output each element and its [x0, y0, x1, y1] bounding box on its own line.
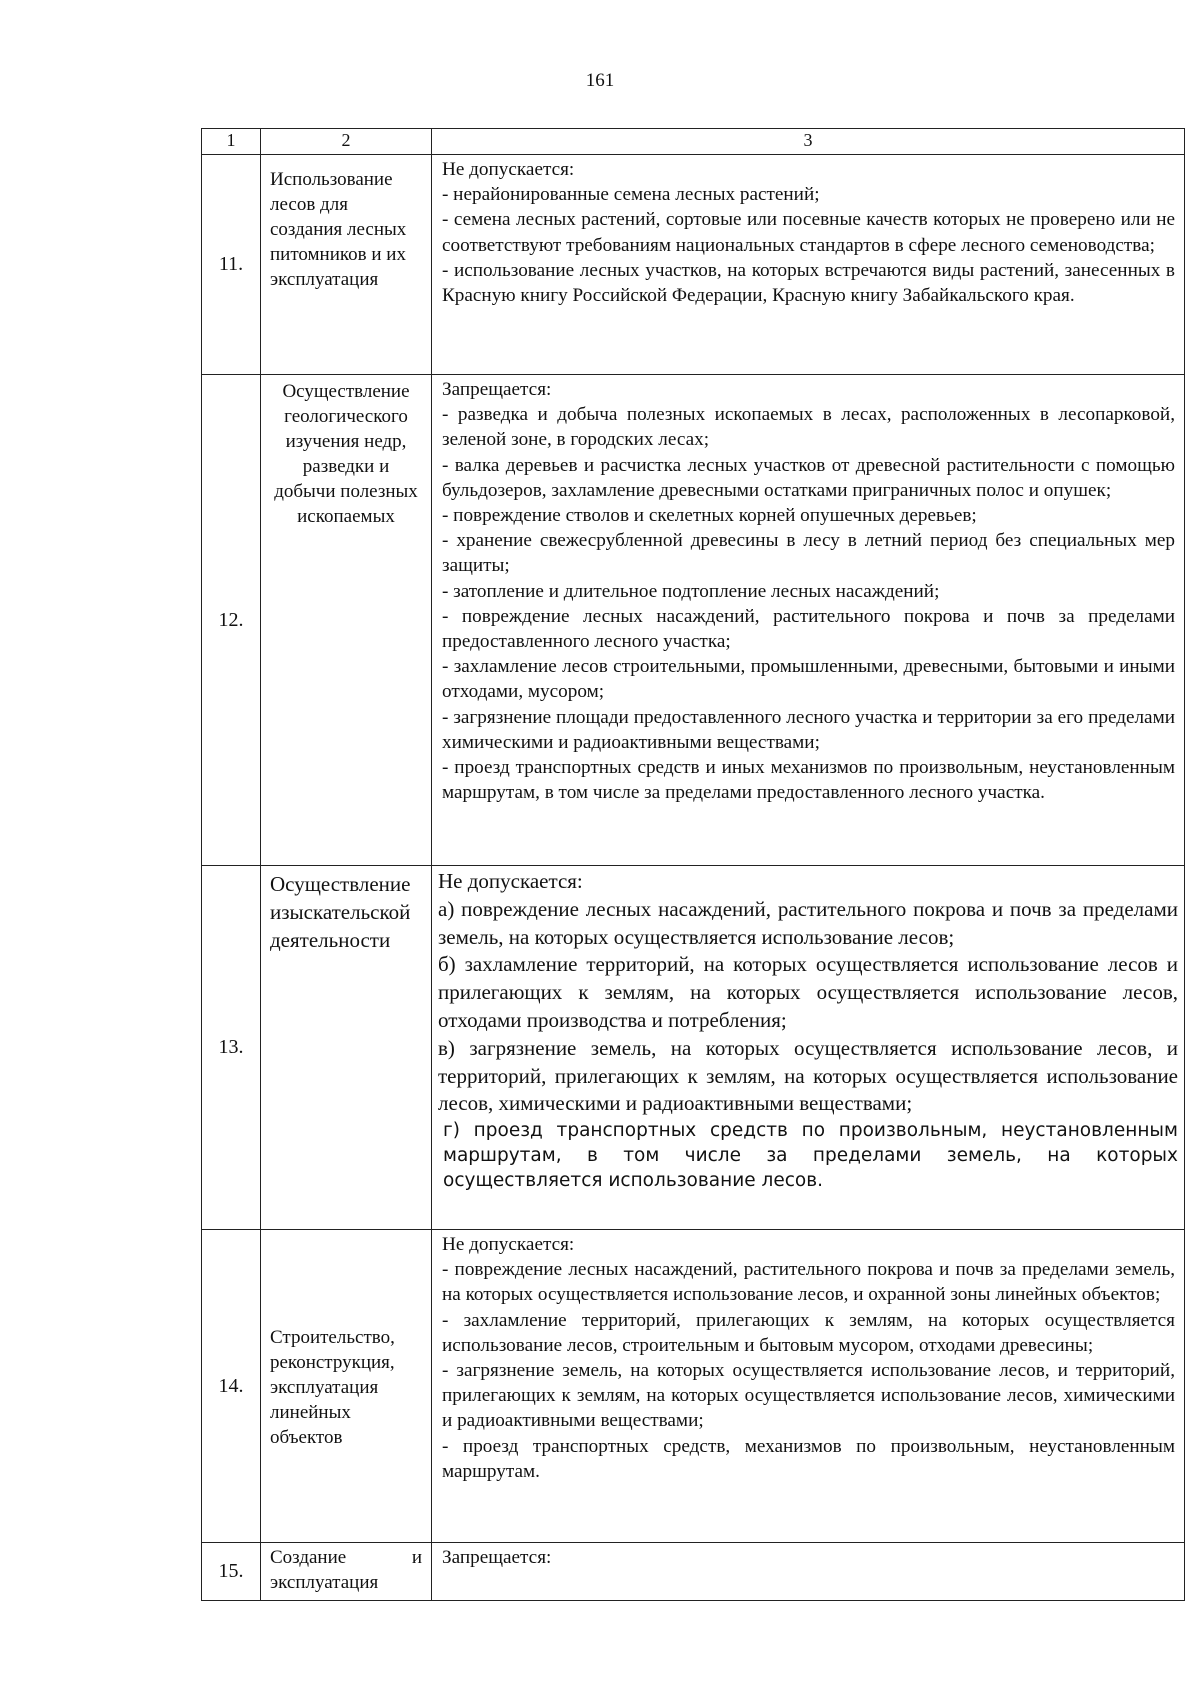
restrictions-text	[432, 375, 1185, 866]
regulations-table	[201, 128, 1185, 1601]
table-row	[202, 155, 1185, 375]
restriction-line: - захламление лесов строительными, промышленными, древесными, бытовыми и иными отходами, мусором;	[442, 656, 1175, 703]
restriction-line: Не допускается:	[442, 159, 575, 180]
header-col-3: 3	[432, 129, 1185, 155]
restrictions-text	[432, 155, 1185, 375]
restriction-line: - повреждение лесных насаждений, растительного покрова и почв за пределами земель, на которых осуществляется использование лесов, и охранной зоны линейных объектов;	[442, 1259, 1175, 1306]
restriction-line: - захламление территорий, прилегающих к землям, на которых осуществляется использование лесов, строительным и бытовым мусором, отходами древесины;	[442, 1309, 1175, 1356]
restriction-line: Запрещается:	[442, 379, 552, 400]
restriction-line: - семена лесных растений, сортовые или посевные качеств которых не проверено или не соответствуют требованиям национальных стандартов в сфере лесного семеноводства;	[442, 209, 1175, 256]
table-row	[202, 866, 1185, 1230]
restriction-line: б) захламление территорий, на которых осуществляется использование лесов и прилегающих к землям, на которых осуществляется использование лесов, отходами производства и потребления;	[438, 952, 1178, 1032]
restriction-line: - хранение свежесрубленной древесины в лесу в летний период без специальных мер защиты;	[442, 530, 1175, 577]
restriction-line: - повреждение лесных насаждений, растительного покрова и почв за пределами предоставленного лесного участка;	[442, 605, 1175, 653]
restriction-line: - нерайонированные семена лесных растений;	[442, 184, 820, 206]
restriction-line: Не допускается:	[442, 1234, 575, 1255]
activity-label: Осуществление геологического изучения недр, разведки и добычи полезных ископаемых	[261, 375, 432, 866]
activity-label: Строительство, реконструкция, эксплуатация линейных объектов	[261, 1230, 432, 1543]
restrictions-text	[432, 1230, 1185, 1543]
restriction-line: - валка деревьев и расчистка лесных участков от древесной растительности с помощью бульдозеров, захламление древесными остатками приграничных полос и опушек;	[442, 454, 1175, 501]
restriction-line: - загрязнение земель, на которых осуществляется использование лесов, и территорий, прилегающих к землям, на которых осуществляется использование лесов, химическими и радиоактивными веществами;	[442, 1360, 1175, 1432]
header-col-1: 1	[202, 129, 261, 155]
restriction-line: г) проезд транспортных средств по произвольным, неустановленным маршрутам, в том числе за пределами земель, на которых осуществляется использование лесов.	[443, 1120, 1178, 1192]
restriction-line: Запрещается:	[442, 1547, 552, 1568]
table-header-row	[202, 129, 1185, 155]
restriction-line: - разведка и добыча полезных ископаемых в лесах, расположенных в лесопарковой, зеленой зоне, в городских лесах;	[442, 404, 1175, 451]
activity-label: Использование лесов для создания лесных питомников и их эксплуатация	[261, 155, 432, 375]
restriction-line: - затопление и длительное подтопление лесных насаждений;	[442, 580, 940, 602]
row-number: 13.	[202, 866, 261, 1230]
table-row	[202, 1230, 1185, 1543]
restriction-line: - проезд транспортных средств и иных механизмов по произвольным, неустановленным маршрутам, в том числе за пределами предоставленного лесного участка.	[442, 757, 1175, 804]
page-number: 161	[585, 70, 615, 91]
restriction-line: Не допускается:	[438, 869, 583, 893]
restriction-line: - повреждение стволов и скелетных корней опушечных деревьев;	[442, 505, 977, 527]
restriction-line: а) повреждение лесных насаждений, растительного покрова и почв за пределами земель, на которых осуществляется использование лесов;	[438, 896, 1178, 949]
restriction-line: - использование лесных участков, на которых встречаются виды растений, занесенных в Красную книгу Российской Федерации, Красную книгу Забайкальского края.	[442, 259, 1175, 307]
row-number: 12.	[202, 375, 261, 866]
restriction-line: - загрязнение площади предоставленного лесного участка и территории за его пределами химическими и радиоактивными веществами;	[442, 706, 1175, 753]
restrictions-text	[432, 1543, 1185, 1601]
restrictions-text	[432, 866, 1185, 1230]
row-number: 14.	[202, 1230, 261, 1543]
restriction-line: - проезд транспортных средств, механизмов по произвольным, неустановленным маршрутам.	[442, 1435, 1175, 1482]
row-number: 11.	[202, 155, 261, 375]
activity-label: Осуществление изыскательской деятельности	[261, 866, 432, 1230]
restriction-line: в) загрязнение земель, на которых осуществляется использование лесов, и территорий, прилегающих к землям, на которых осуществляется использование лесов, химическими и радиоактивными веществами;	[438, 1035, 1178, 1116]
table-row	[202, 375, 1185, 866]
header-col-2: 2	[261, 129, 432, 155]
activity-label: Создание и эксплуатация	[261, 1543, 432, 1601]
row-number: 15.	[202, 1543, 261, 1601]
table-row	[202, 1543, 1185, 1601]
